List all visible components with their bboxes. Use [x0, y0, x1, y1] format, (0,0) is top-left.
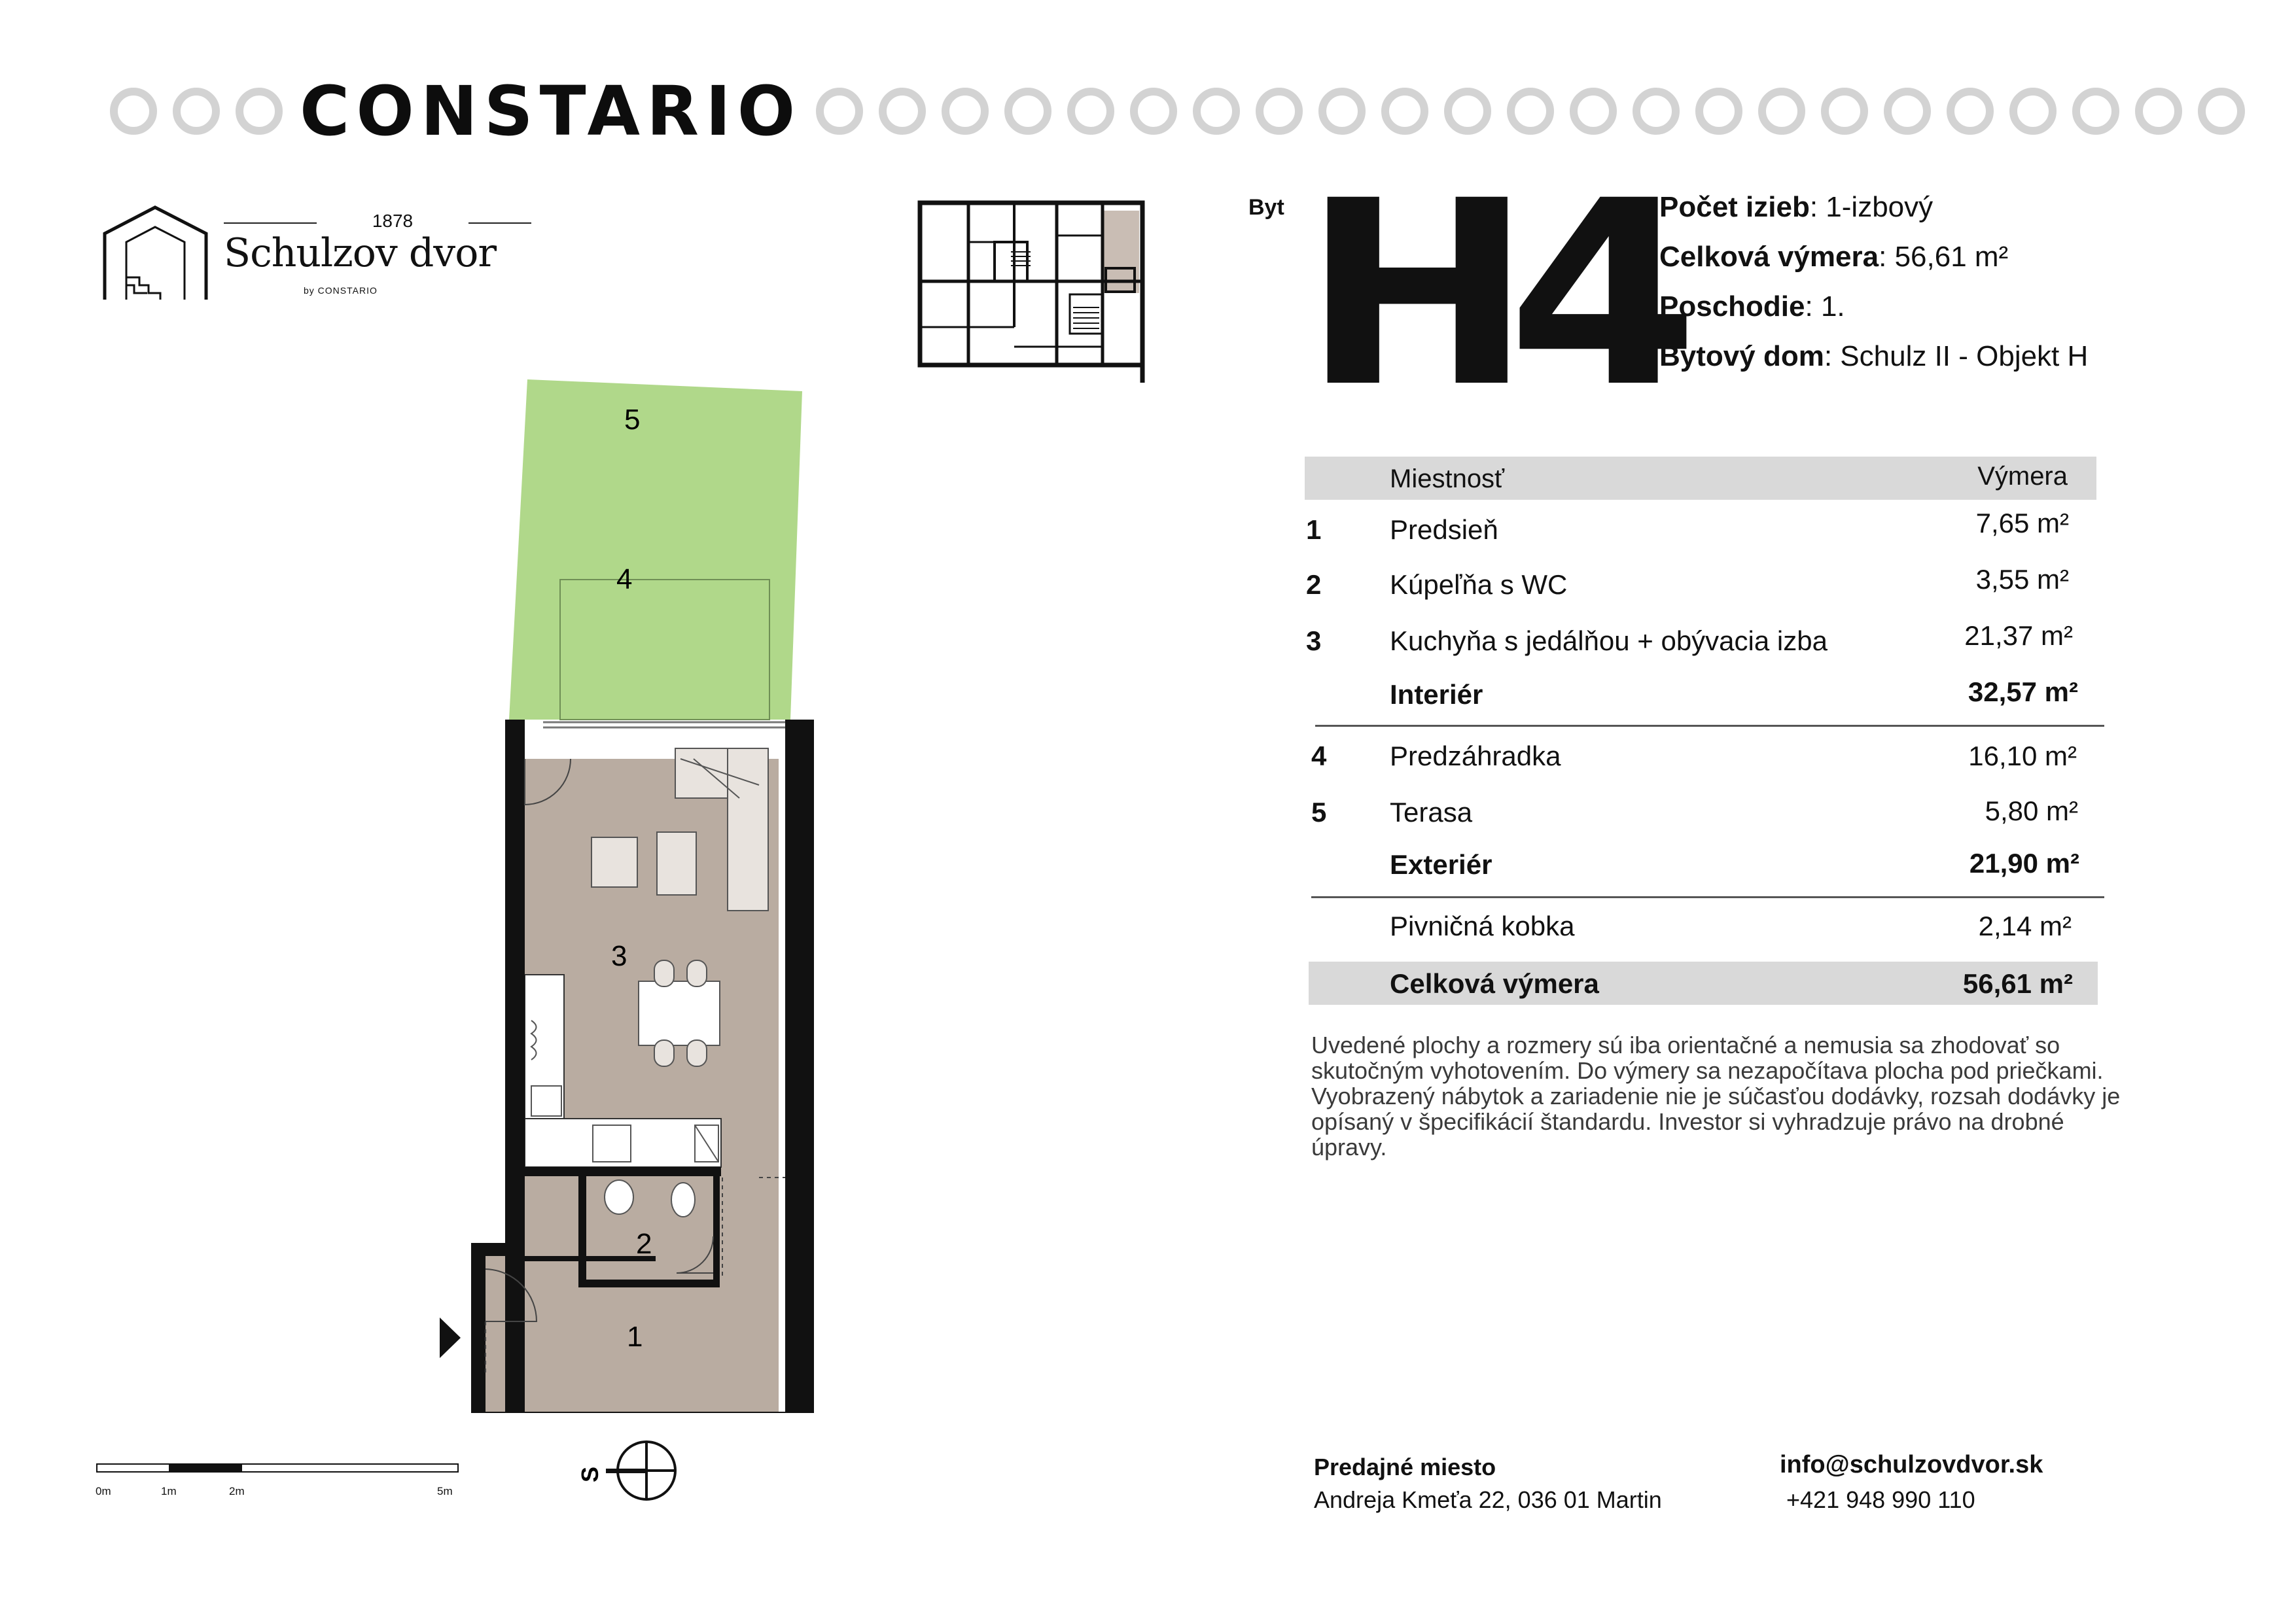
room-5-num: 5	[1311, 797, 1327, 828]
decorative-ring-icon	[1633, 88, 1680, 135]
room-3-name: Kuchyňa s jedálňou + obývacia izba	[1390, 625, 1828, 656]
room-5-name: Terasa	[1390, 797, 1473, 828]
brand-wordmark: CONSTARIO	[300, 71, 802, 151]
building-key-plan	[916, 196, 1152, 386]
label-room-4: 4	[616, 563, 633, 595]
disclaimer-note: Uvedené plochy a rozmery sú iba orientačné a nemusia sa zhodovať so skutočným vyhotovením. Do výmery sa nezapočítava plocha pod priečkami. Vyobrazený nábytok a zariadenie nie je súčasťou dodávky, rozsah dodávky je opísaný v špecifikácií štandardu. Investor si vyhradzuje právo na drobné úpravy.	[1311, 1032, 2121, 1161]
decorative-ring-icon	[1381, 88, 1428, 135]
room-2-area: 3,55 m²	[1975, 564, 2069, 595]
label-room-3: 3	[611, 940, 627, 972]
decorative-ring-icon	[2198, 88, 2245, 135]
compass-north-icon	[576, 1437, 680, 1509]
grand-total-area: 56,61 m²	[1962, 968, 2073, 999]
decorative-ring-icon	[1507, 88, 1554, 135]
decorative-ring-icon	[1570, 88, 1617, 135]
scale-label-2: 2m	[229, 1485, 245, 1497]
logo-divider-left	[224, 222, 317, 224]
logo-byline: by CONSTARIO	[304, 285, 378, 296]
room-2-name: Kúpeľňa s WC	[1390, 569, 1568, 600]
decorative-ring-icon	[1884, 88, 1931, 135]
sales-office-title: Predajné miesto	[1314, 1454, 1496, 1480]
spec-total-area: Celková výmera: 56,61 m²	[1659, 241, 2009, 273]
scale-bar	[96, 1461, 462, 1477]
room-5-area: 5,80 m²	[1985, 795, 2078, 826]
contact-email[interactable]: info@schulzovdvor.sk	[1780, 1451, 2043, 1478]
floor-plan	[432, 366, 864, 1413]
decorative-ring-icon	[1130, 88, 1177, 135]
exterior-total-area: 21,90 m²	[1969, 848, 2079, 879]
room-1-name: Predsieň	[1390, 514, 1498, 545]
interior-total-area: 32,57 m²	[1968, 676, 2078, 707]
logo-year: 1878	[372, 211, 414, 231]
interior-total-label: Interiér	[1390, 679, 1483, 710]
spec-rooms: Počet izieb: 1-izbový	[1659, 191, 1934, 223]
decorative-ring-icon	[173, 88, 220, 135]
unit-code: H4	[1302, 146, 1674, 443]
decorative-ring-icon	[1758, 88, 1805, 135]
cellar-name: Pivničná kobka	[1390, 911, 1575, 941]
decorative-ring-icon	[1004, 88, 1051, 135]
table-header-room: Miestnosť	[1390, 464, 1505, 493]
decorative-ring-icon	[2009, 88, 2057, 135]
decorative-ring-icon	[1318, 88, 1366, 135]
room-1-area: 7,65 m²	[1975, 508, 2069, 538]
room-4-area: 16,10 m²	[1968, 741, 2077, 771]
scale-label-1: 1m	[161, 1485, 177, 1497]
decorative-ring-icon	[942, 88, 989, 135]
logo-divider-right	[468, 222, 531, 224]
label-room-1: 1	[627, 1321, 643, 1353]
label-room-2: 2	[636, 1228, 652, 1260]
decorative-ring-icon	[236, 88, 283, 135]
room-4-name: Predzáhradka	[1390, 741, 1561, 771]
table-header-area: Výmera	[1977, 462, 2068, 491]
room-2-num: 2	[1306, 569, 1322, 600]
house-logo-icon	[101, 204, 209, 301]
exterior-divider	[1311, 896, 2104, 898]
decorative-ring-icon	[879, 88, 926, 135]
scale-label-5: 5m	[437, 1485, 453, 1497]
decorative-ring-icon	[1444, 88, 1491, 135]
decorative-ring-icon	[1067, 88, 1114, 135]
sales-office-address: Andreja Kmeťa 22, 036 01 Martin	[1314, 1486, 1662, 1513]
decorative-ring-icon	[1695, 88, 1742, 135]
interior-divider	[1315, 725, 2104, 727]
decorative-ring-icon	[1947, 88, 1994, 135]
decorative-ring-icon	[1256, 88, 1303, 135]
decorative-ring-icon	[2135, 88, 2182, 135]
compass-label: S	[576, 1466, 603, 1482]
room-3-num: 3	[1306, 625, 1322, 656]
grand-total-label: Celková výmera	[1390, 968, 1599, 999]
room-3-area: 21,37 m²	[1964, 620, 2073, 651]
decorative-ring-icon	[816, 88, 863, 135]
scale-label-0: 0m	[96, 1485, 111, 1497]
spec-building: Bytový dom: Schulz II - Objekt H	[1659, 340, 2089, 372]
label-room-5: 5	[624, 404, 641, 436]
decorative-ring-icon	[2072, 88, 2119, 135]
brand-header	[110, 71, 2204, 151]
logo-name: Schulzov dvor	[224, 230, 496, 276]
decorative-ring-icon	[1821, 88, 1868, 135]
room-4-num: 4	[1311, 741, 1327, 771]
spec-floor: Poschodie: 1.	[1659, 290, 1845, 323]
decorative-ring-icon	[110, 88, 157, 135]
unit-type-label: Byt	[1248, 195, 1284, 220]
cellar-area: 2,14 m²	[1978, 911, 2072, 941]
exterior-total-label: Exteriér	[1390, 849, 1492, 880]
contact-phone[interactable]: +421 948 990 110	[1786, 1486, 1975, 1513]
entrance-arrow-icon	[440, 1318, 461, 1358]
room-1-num: 1	[1306, 514, 1322, 545]
decorative-ring-icon	[1193, 88, 1240, 135]
